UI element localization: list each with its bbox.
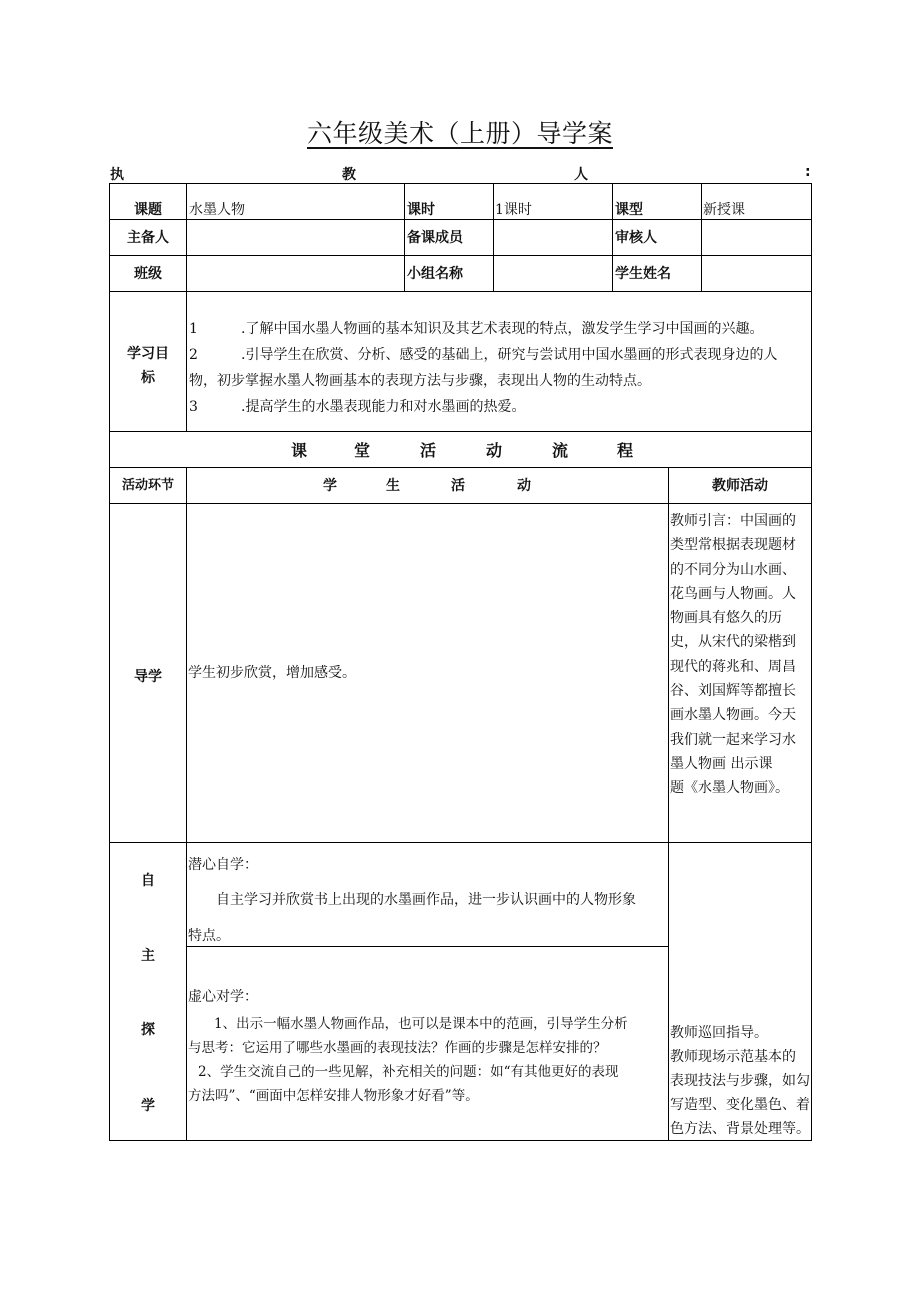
guide-teacher-line: 花鸟画与人物画。人	[670, 585, 796, 602]
student-name-label: 学生姓名	[615, 266, 671, 282]
humble-study-line: 2、学生交流自己的一些见解，补充相关的问题：如“有其他更好的表现	[198, 1064, 619, 1080]
objective-text: .引导学生在欣赏、分析、感受的基础上，研究与尝试用中国水墨画的形式表现身边的人	[241, 347, 778, 363]
objective-number: 1	[189, 321, 198, 337]
guide-teacher-line: 画水墨人物画。今天	[670, 707, 796, 724]
teacher-line-char: 人	[574, 167, 588, 183]
humble-study-line: 与思考：它运用了哪些水墨画的表现技法？作画的步骤是怎样安排的？	[188, 1040, 607, 1056]
guide-stage-label: 导学	[134, 669, 162, 685]
objective-text: .了解中国水墨人物画的基本知识及其艺术表现的特点，激发学生学习中国画的兴趣。	[241, 321, 764, 337]
explore-teacher-line: 写造型、变化墨色、着	[670, 1097, 810, 1113]
objective-number: 2	[189, 347, 198, 363]
hours-value: 1课时	[495, 202, 532, 218]
student-activity-header	[187, 476, 668, 496]
guide-student-text: 学生初步欣赏，增加感受。	[188, 665, 356, 681]
objective-text: 物，初步掌握水墨人物画基本的表现方法与步骤，表现出人物的生动特点。	[189, 373, 651, 389]
hours-label: 课时	[407, 202, 435, 218]
objectives-label-line: 学习目	[127, 346, 169, 362]
explore-teacher-line: 色方法、背景处理等。	[670, 1121, 810, 1137]
objective-text: .提高学生的水墨表现能力和对水墨画的热爱。	[241, 399, 526, 415]
self-study-line: 自主学习并欣赏书上出现的水墨画作品，进一步认识画中的人物形象	[216, 892, 636, 908]
stage-column-header: 活动环节	[121, 478, 174, 493]
student-header-char: 动	[517, 478, 531, 494]
guide-teacher-text	[670, 509, 810, 801]
teacher-line-char: 教	[342, 167, 356, 183]
objective-number: 3	[189, 399, 198, 415]
humble-study-line: 1、出示一幅水墨人物画作品，也可以是课本中的范画，引导学生分析	[214, 1016, 628, 1032]
flow-title-char: 课	[291, 441, 308, 460]
explore-teacher-line: 表现技法与步骤，如勾	[670, 1073, 810, 1089]
objective-item	[189, 394, 809, 420]
humble-study-text	[188, 1012, 666, 1108]
guide-teacher-line: 现代的蒋兆和、周昌	[670, 658, 796, 675]
guide-teacher-line: 题《水墨人物画》。	[670, 780, 789, 797]
objective-item	[189, 316, 809, 342]
objectives-list	[189, 316, 809, 420]
topic-label: 课题	[134, 202, 162, 218]
objective-item	[189, 342, 809, 368]
humble-study-title: 虚心对学：	[188, 989, 258, 1005]
explore-stage-char: 学	[141, 1098, 155, 1114]
objective-item	[189, 368, 809, 394]
explore-teacher-text	[670, 1021, 810, 1141]
self-study-title: 潜心自学：	[188, 857, 258, 873]
teacher-line-char: :	[805, 164, 811, 180]
guide-teacher-line: 史，从宋代的梁楷到	[670, 634, 796, 651]
type-label: 课型	[615, 202, 643, 218]
objectives-label	[110, 342, 186, 390]
flow-title-char: 程	[617, 441, 634, 460]
explore-stage-char: 自	[141, 873, 155, 889]
class-label: 班级	[134, 266, 162, 282]
student-header-char: 活	[451, 478, 465, 494]
guide-teacher-line: 教师引言：中国画的	[670, 513, 796, 529]
type-value: 新授课	[703, 202, 745, 218]
guide-teacher-line: 谷、刘国辉等都擅长	[670, 683, 796, 700]
flow-title	[110, 441, 811, 461]
flow-title-char: 流	[552, 441, 569, 460]
guide-teacher-line: 的不同分为山水画、	[670, 561, 796, 578]
flow-title-char: 活	[420, 441, 437, 460]
teacher-line-char: 执	[110, 167, 124, 183]
page-title: 六年级美术（上册）导学案	[306, 119, 613, 148]
student-header-char: 学	[323, 478, 337, 494]
teacher-activity-header: 教师活动	[712, 478, 768, 494]
explore-stage-char: 主	[141, 948, 155, 964]
guide-teacher-line: 类型常根据表现题材	[670, 537, 796, 554]
members-label: 备课成员	[407, 230, 463, 246]
flow-title-char: 动	[486, 441, 503, 460]
topic-value: 水墨人物	[189, 202, 245, 218]
teacher-line	[110, 162, 813, 184]
guide-teacher-line: 物画具有悠久的历	[670, 610, 782, 627]
humble-study-line: 方法吗”、“画面中怎样安排人物形象才好看”等。	[188, 1088, 479, 1104]
guide-teacher-line: 我们就一起来学习水	[670, 731, 796, 748]
objectives-label-line: 标	[141, 370, 155, 386]
self-study-line: 特点。	[188, 928, 230, 944]
reviewer-label: 审核人	[615, 230, 657, 246]
explore-teacher-line: 教师巡回指导。	[670, 1025, 768, 1041]
main-prep-label: 主备人	[127, 230, 169, 246]
explore-teacher-line: 教师现场示范基本的	[670, 1049, 796, 1065]
group-label: 小组名称	[407, 266, 463, 282]
student-header-char: 生	[386, 478, 400, 494]
flow-title-char: 堂	[354, 441, 371, 460]
explore-stage-char: 探	[141, 1022, 155, 1038]
guide-teacher-line: 墨人物画 出示课	[670, 755, 773, 772]
